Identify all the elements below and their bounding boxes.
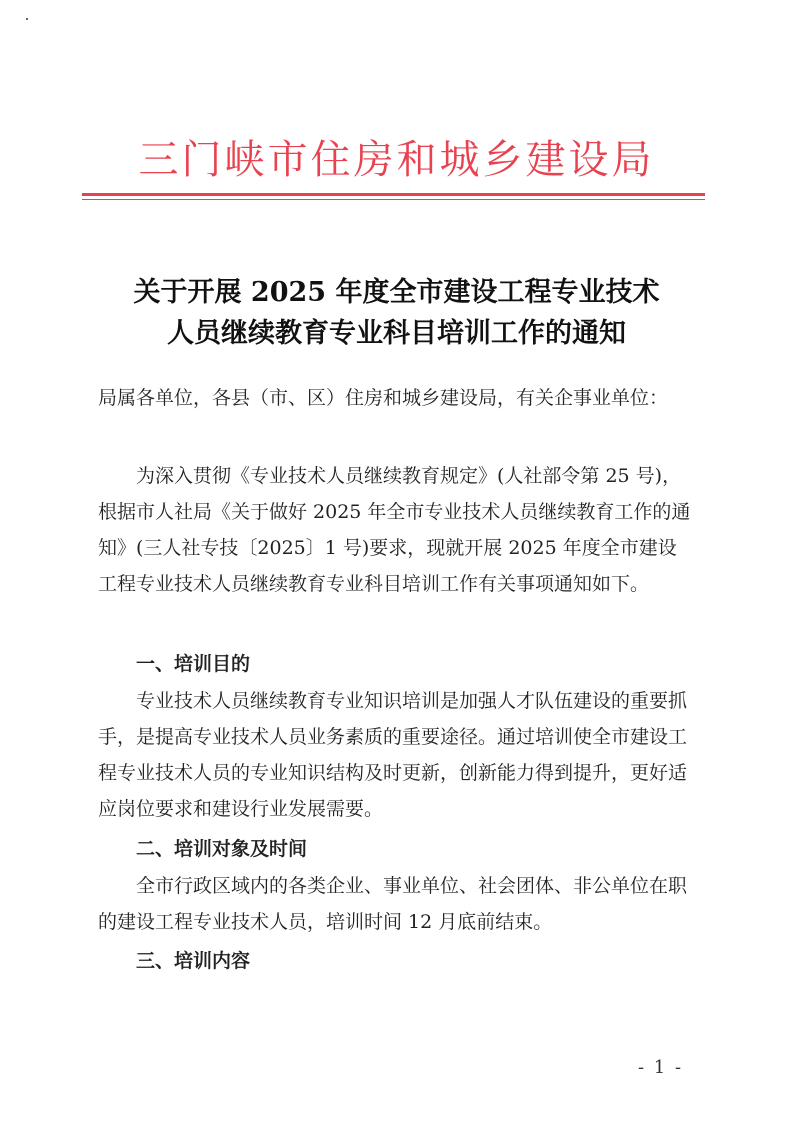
agency-header: 三门峡市住房和城乡建设局 <box>138 137 655 183</box>
section-2-heading: 二、培训对象及时间 <box>136 838 308 860</box>
header-rule-thin <box>82 199 705 200</box>
section-3-heading: 三、培训内容 <box>136 950 251 972</box>
intro-paragraph: 为深入贯彻《专业技术人员继续教育规定》(人社部令第 25 号)，根据市人社局《关于做好 2025 年全市专业技术人员继续教育工作的通知》(三人社专技〔2025〕1 号)要求，现就开展 2025 年度全市建设工程专业技术人员继续教育专业科目培训工作有关事项通知如下。 <box>98 465 691 595</box>
page-number: - 1 - <box>638 1057 684 1078</box>
document-title-line-2: 人员继续教育专业科目培训工作的通知 <box>167 318 626 349</box>
scan-speck <box>26 18 28 20</box>
section-2-text: 全市行政区域内的各类企业、事业单位、社会团体、非公单位在职的建设工程专业技术人员，培训时间 12 月底前结束。 <box>98 875 688 933</box>
salutation: 局属各单位，各县（市、区）住房和城乡建设局，有关企事业单位： <box>98 387 669 409</box>
section-1-text: 专业技术人员继续教育专业知识培训是加强人才队伍建设的重要抓手，是提高专业技术人员业务素质的重要途径。通过培训使全市建设工程专业技术人员的专业知识结构及时更新，创新能力得到提升，更好适应岗位要求和建设行业发展需要。 <box>98 690 688 820</box>
section-1-heading: 一、培训目的 <box>136 653 251 675</box>
header-rule-thick <box>82 193 705 196</box>
document-title-line-1: 关于开展 2025 年度全市建设工程专业技术 <box>133 277 660 308</box>
